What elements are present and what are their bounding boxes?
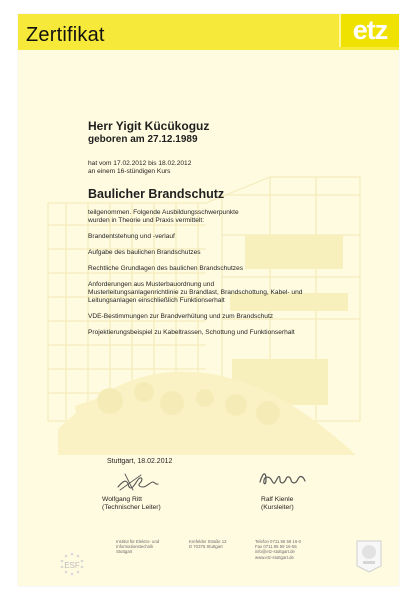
topic-item [88, 313, 380, 321]
topic-line: Leitungsanlagen einschließlich Funktionserhalt [88, 297, 225, 304]
birth-date: geboren am 27.12.1989 [88, 134, 198, 145]
topic-item [88, 249, 380, 257]
page-title: Zertifikat [26, 24, 105, 46]
footer-line: Telefon 0711.95 59 16-0 [255, 539, 302, 544]
footer-line: Informationstechnik [116, 544, 154, 550]
recipient-name: Herr Yigit Kücükoguz [88, 119, 210, 133]
course-intro-line-1: teilgenommen. Folgende Ausbildungsschwerpunkte [88, 209, 239, 216]
topic-item [88, 329, 380, 337]
topic-line: Musterleitungsanlagenrichtlinie zu Brandlast, Brandschottung, Kabel- und [88, 289, 303, 296]
footer-column-contact [255, 539, 313, 560]
footer-line: Krefelder Straße 12 [189, 539, 227, 544]
footer-line: D 70376 Stuttgart [189, 544, 223, 550]
etz-logo [339, 14, 399, 47]
topic-line: VDE-Bestimmungen zur Brandverhütung und zum Brandschutz [88, 313, 274, 320]
footer-line: info@etz-stuttgart.de [255, 549, 295, 555]
course-period-line-1: hat vom 17.02.2012 bis 18.02.2012 [88, 160, 192, 167]
topic-line: Projektierungsbeispiel zu Kabeltrassen, Schottung und Funktionserhalt [88, 329, 295, 336]
certificate-content [88, 119, 383, 345]
course-period-line-2: an einem 16-stündigen Kurs [88, 168, 171, 175]
topic-item [88, 281, 380, 305]
esf-text: ESF [64, 561, 80, 570]
left-signer-role: (Technischer Leiter) [102, 504, 161, 511]
left-signer [102, 496, 161, 512]
course-intro-line-2: wurden in Theorie und Praxis vermittelt: [88, 217, 205, 224]
footer-column-address [189, 539, 251, 549]
footer-line: www.etz-stuttgart.de [255, 554, 294, 560]
right-signer-name: Ralf Kienle [261, 496, 294, 503]
footer-line: Fax 0711.95 59 16-55 [255, 544, 297, 550]
topic-line: Rechtliche Grundlagen des baulichen Brandschutzes [88, 265, 244, 272]
topic-item [88, 265, 380, 273]
tuv-seal [355, 539, 383, 574]
footer-line: Stuttgart [116, 549, 133, 555]
topic-item [88, 233, 380, 241]
header-band [18, 14, 399, 50]
right-signer-role: (Kursleiter) [261, 504, 294, 511]
left-signature [113, 472, 173, 492]
footer-column-institute [116, 539, 176, 555]
course-title: Baulicher Brandschutz [88, 187, 225, 201]
footer-contact [86, 539, 346, 574]
right-signer [261, 496, 294, 512]
footer-line: Institut für Elektro- und [116, 539, 160, 544]
topic-line: Aufgabe des baulichen Brandschutzes [88, 249, 201, 256]
left-signer-name: Wolfgang Ritt [102, 496, 143, 503]
logo-text: etz [352, 15, 388, 45]
topic-line: Anforderungen aus Musterbauordnung und [88, 281, 215, 288]
topic-list [88, 233, 383, 337]
topic-line: Brandentstehung und -verlauf [88, 233, 175, 240]
place-date: Stuttgart, 18.02.2012 [107, 458, 173, 465]
right-signature [256, 468, 316, 488]
certificate-sheet [18, 14, 399, 586]
